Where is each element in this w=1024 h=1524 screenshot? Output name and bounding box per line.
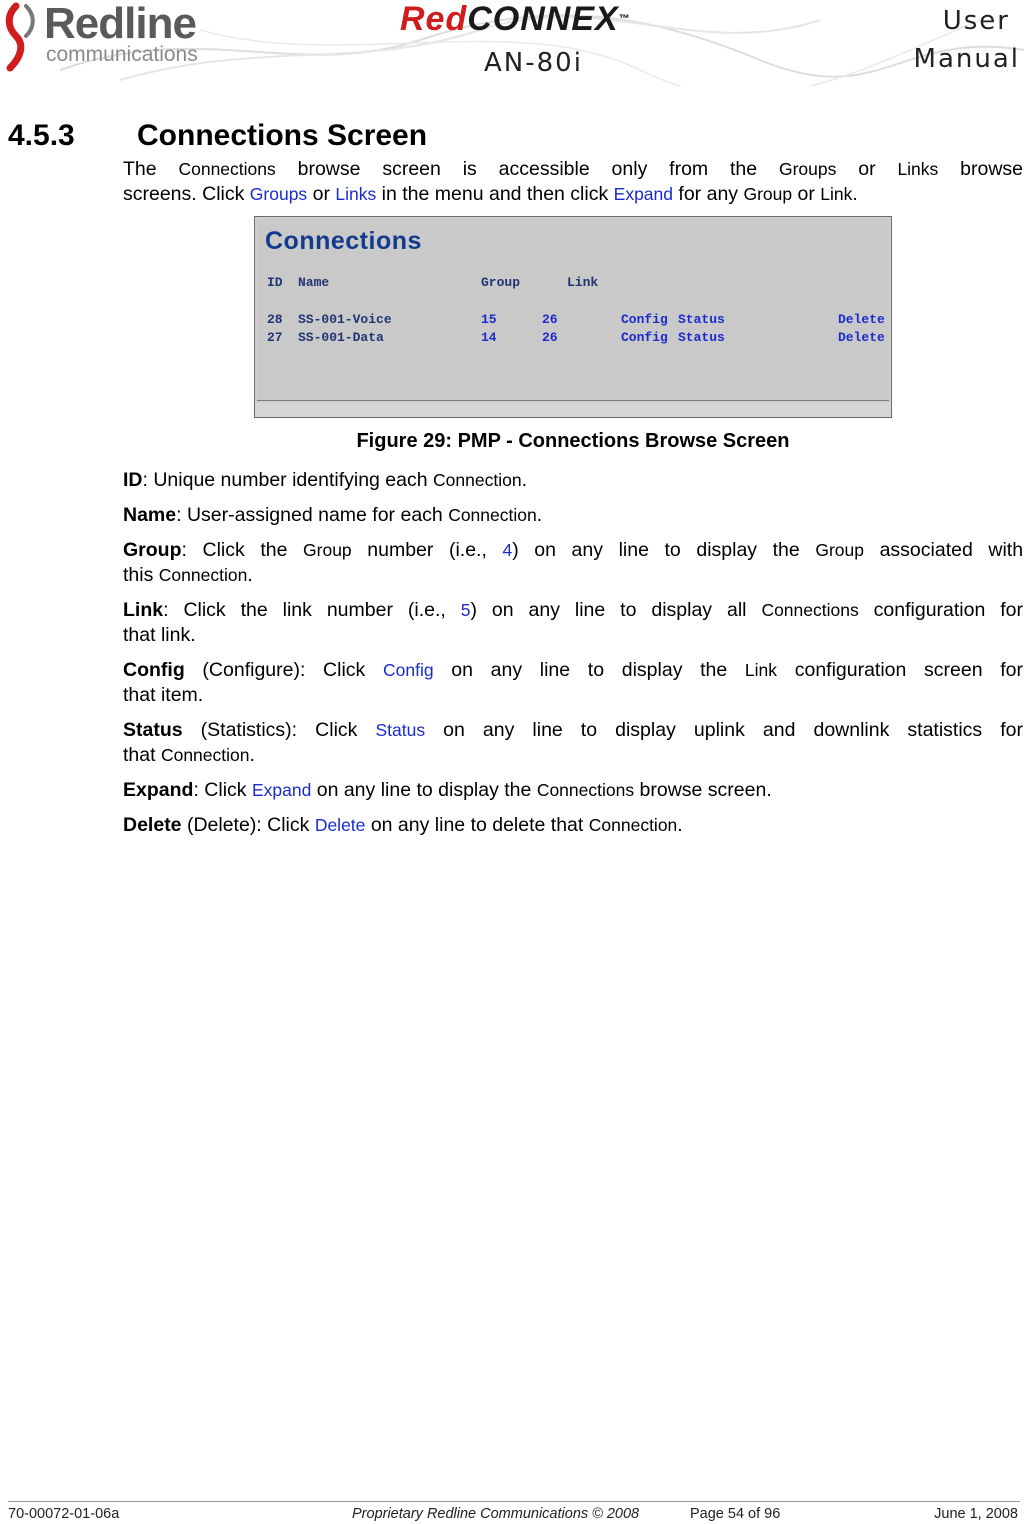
delete-link[interactable]: Delete: [314, 815, 366, 835]
intro-text: The: [123, 158, 157, 180]
term-group: Group: [743, 184, 793, 204]
def-text: on any line to display uplink and downlink statistics for: [443, 719, 1023, 741]
footer-page-number: Page 54 of 96: [690, 1506, 781, 1522]
company-tagline: communications: [46, 43, 198, 66]
connections-title: Connections: [265, 227, 422, 255]
page-header: [0, 0, 1024, 86]
def-text: .: [677, 814, 683, 836]
def-config: [123, 658, 1023, 708]
brand-red: Red: [400, 0, 468, 38]
intro-line-2: [123, 182, 1023, 207]
def-term: Group: [123, 539, 182, 561]
def-term: Delete: [123, 814, 182, 836]
footer-copyright: Proprietary Redline Communications © 2008: [352, 1506, 640, 1522]
term-connections: Connections: [536, 780, 635, 800]
row1-config-link[interactable]: Config: [621, 312, 668, 327]
def-text: associated with: [879, 539, 1024, 561]
definitions-list: [123, 468, 1023, 848]
row1-link-link[interactable]: 26: [542, 312, 558, 327]
def-text: .: [247, 564, 253, 586]
example-link-number[interactable]: 5: [460, 600, 471, 620]
def-text: (Configure): Click: [202, 659, 366, 681]
def-term: ID: [123, 469, 143, 491]
connections-panel: [257, 219, 889, 401]
def-term: Name: [123, 504, 177, 526]
section-number: 4.5.3: [8, 119, 75, 152]
def-text: : User-assigned name for each: [176, 504, 443, 526]
term-group: Group: [815, 540, 864, 560]
brand-black: CONNEX: [467, 0, 619, 38]
screenshot-status-bar: [255, 403, 891, 417]
def-text: number (i.e.,: [367, 539, 487, 561]
row2-link-link[interactable]: 26: [542, 330, 558, 345]
def-text: : Click: [193, 779, 247, 801]
def-group: [123, 538, 1023, 588]
expand-link[interactable]: Expand: [251, 780, 312, 800]
def-term: Link: [123, 599, 164, 621]
footer-date: June 1, 2008: [934, 1506, 1018, 1522]
def-text: ) on any line to display all: [470, 599, 747, 621]
term-connection: Connection: [588, 815, 678, 835]
def-text: .: [536, 504, 543, 526]
term-connection: Connection: [160, 745, 250, 765]
row1-name: SS-001-Voice: [298, 312, 392, 327]
row2-id: 27: [267, 330, 283, 345]
def-term: Config: [123, 659, 185, 681]
term-group: Group: [303, 540, 352, 560]
row2-group-link[interactable]: 14: [481, 330, 497, 345]
intro-text: in the menu and then click: [381, 183, 609, 205]
product-name: AN-80i: [484, 48, 583, 78]
footer-doc-number: 70-00072-01-06a: [8, 1506, 120, 1522]
def-text: (Statistics): Click: [200, 719, 358, 741]
intro-text: or: [312, 183, 330, 205]
def-text: configuration screen for: [794, 659, 1024, 681]
col-header-group: Group: [481, 275, 521, 290]
intro-paragraph: [123, 157, 1023, 207]
def-text: .: [249, 744, 255, 766]
col-header-name: Name: [298, 275, 330, 290]
row2-status-link[interactable]: Status: [678, 330, 725, 345]
def-expand: [123, 778, 1023, 803]
term-link: Link: [820, 184, 853, 204]
example-group-number[interactable]: 4: [502, 540, 513, 560]
term-connection: Connection: [448, 505, 537, 525]
term-links: Links: [897, 159, 939, 179]
intro-text: screens. Click: [123, 183, 245, 205]
row1-delete-link[interactable]: Delete: [838, 312, 885, 327]
intro-text: or: [858, 158, 876, 180]
redline-logo-icon: [2, 2, 42, 72]
figure-caption: Figure 29: PMP - Connections Browse Screen: [356, 430, 790, 452]
row2-name: SS-001-Data: [298, 330, 384, 345]
groups-link[interactable]: Groups: [249, 184, 308, 204]
intro-line-1: [123, 157, 1023, 182]
term-connections: Connections: [761, 600, 859, 620]
row1-status-link[interactable]: Status: [678, 312, 725, 327]
def-text: : Unique number identifying each: [142, 469, 428, 491]
def-term: Status: [123, 719, 183, 741]
def-id: [123, 468, 1023, 493]
col-header-link: Link: [567, 275, 599, 290]
def-name: [123, 503, 1023, 528]
row2-delete-link[interactable]: Delete: [838, 330, 885, 345]
expand-link[interactable]: Expand: [613, 184, 673, 204]
config-link[interactable]: Config: [383, 660, 434, 680]
row1-group-link[interactable]: 15: [481, 312, 497, 327]
def-text: this: [123, 564, 154, 586]
def-text: that: [123, 744, 156, 766]
def-status: [123, 718, 1023, 768]
def-text: : Click the link number (i.e.,: [163, 599, 446, 621]
company-name: Redline: [44, 0, 196, 48]
def-text: .: [521, 469, 527, 491]
doc-type-line2: Manual: [913, 44, 1020, 74]
term-link: Link: [744, 660, 778, 680]
connections-screenshot: [254, 216, 892, 418]
intro-text: browse: [960, 158, 1024, 180]
term-connections: Connections: [178, 159, 276, 179]
term-connection: Connection: [433, 470, 522, 490]
def-text: that item.: [123, 684, 204, 706]
def-text: configuration for: [873, 599, 1024, 621]
section-heading: [8, 118, 427, 154]
term-groups: Groups: [778, 159, 837, 179]
def-text: ) on any line to display the: [512, 539, 800, 561]
def-text: on any line to delete that: [370, 814, 584, 836]
def-text: : Click the: [181, 539, 288, 561]
def-link: [123, 598, 1023, 648]
def-text: on any line to display the: [316, 779, 532, 801]
def-text: (Delete): Click: [186, 814, 310, 836]
def-text: browse screen.: [639, 779, 772, 801]
intro-text: browse screen is accessible only from the: [297, 158, 758, 180]
footer-divider: [8, 1501, 1020, 1502]
col-header-id: ID: [267, 275, 283, 290]
section-title: Connections Screen: [137, 119, 428, 152]
def-text: on any line to display the: [451, 659, 728, 681]
term-connection: Connection: [158, 565, 248, 585]
doc-type-line1: User: [942, 6, 1010, 36]
brand-logo: [400, 2, 631, 36]
def-term: Expand: [123, 779, 194, 801]
links-link[interactable]: Links: [335, 184, 377, 204]
intro-text: for any: [678, 183, 739, 205]
intro-text: or: [797, 183, 815, 205]
row1-id: 28: [267, 312, 283, 327]
row2-config-link[interactable]: Config: [621, 330, 668, 345]
def-text: that link.: [123, 624, 196, 646]
intro-text: .: [852, 183, 858, 205]
status-link[interactable]: Status: [375, 720, 426, 740]
def-delete: [123, 813, 1023, 838]
brand-trademark: ™: [618, 13, 631, 25]
